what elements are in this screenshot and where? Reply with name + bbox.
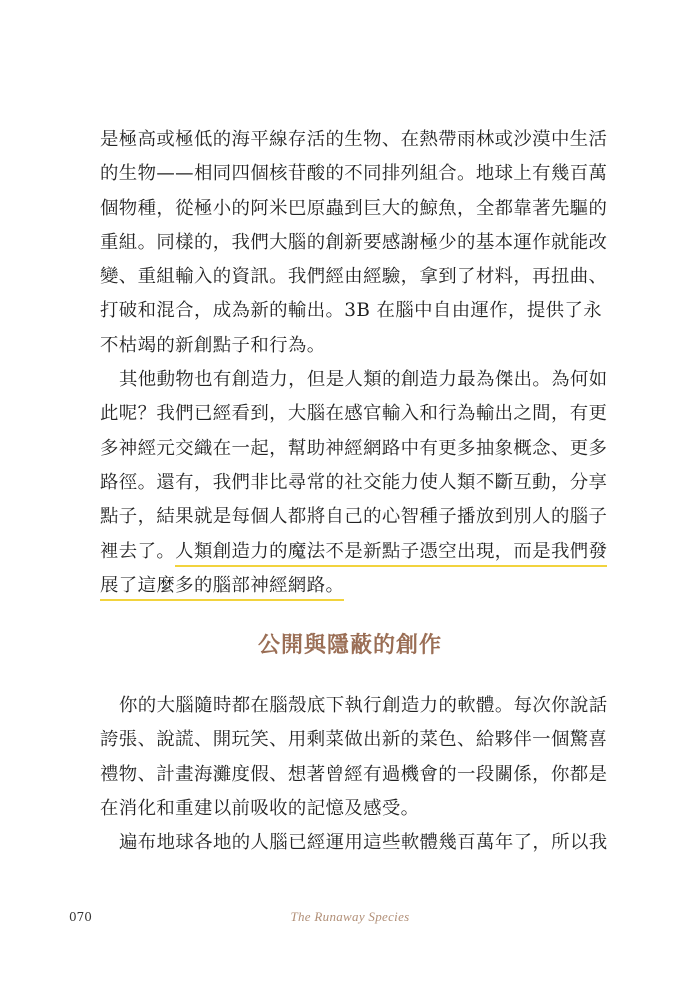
paragraph-line-mixed [100, 535, 608, 569]
running-footer-title: The Runaway Species [290, 909, 410, 924]
section-heading: 公開與隱蔽的創作 [257, 632, 442, 658]
paragraph-line: 此呢？我們已經看到，大腦在感官輸入和行為輸出之間，有更 [100, 403, 608, 425]
paragraph-line: 點子，結果就是每個人都將自己的心智種子播放到別人的腦子 [100, 506, 608, 528]
paragraph-line: 打破和混合，成為新的輸出。3B 在腦中自由運作，提供了永 [100, 300, 603, 322]
text-block-lower [100, 689, 608, 860]
paragraph-line: 你的大腦隨時都在腦殼底下執行創造力的軟體。每次你說話 [119, 695, 608, 716]
paragraph-line: 誇張、說謊、開玩笑、用剩菜做出新的菜色、給夥伴一個驚喜 [100, 729, 608, 751]
paragraph-line: 的生物——相同四個核苷酸的不同排列組合。地球上有幾百萬 [100, 163, 608, 185]
paragraph-line-mixed [100, 569, 600, 603]
paragraph-line: 是極高或極低的海平線存活的生物、在熱帶雨林或沙漠中生活 [100, 129, 608, 150]
paragraph-line: 多神經元交織在一起，幫助神經網路中有更多抽象概念、更多 [100, 437, 608, 459]
highlighted-sentence: 展了這麼多的腦部神經網路。 [100, 575, 344, 601]
paragraph-line: 個物種，從極小的阿米巴原蟲到巨大的鯨魚，全都靠著先驅的 [100, 197, 608, 219]
page-number: 070 [69, 910, 92, 924]
paragraph-line: 路徑。還有，我們非比尋常的社交能力使人類不斷互動，分享 [100, 471, 608, 493]
paragraph-line: 禮物、計畫海灘度假、想著曾經有過機會的一段關係，你都是 [100, 763, 608, 785]
paragraph-line: 重組。同樣的，我們大腦的創新要感謝極少的基本運作就能改 [100, 231, 608, 253]
paragraph-text: 裡去了。 [100, 540, 176, 562]
paragraph-line: 在消化和重建以前吸收的記憶及感受。 [100, 797, 420, 819]
paragraph-line: 變、重組輸入的資訊。我們經由經驗，拿到了材料，再扭曲、 [100, 266, 608, 288]
paragraph-line: 其他動物也有創造力，但是人類的創造力最為傑出。為何如 [119, 369, 608, 391]
text-block-upper [100, 123, 608, 603]
highlighted-sentence: 人類創造力的魔法不是新點子憑空出現，而是我們發 [175, 541, 607, 567]
paragraph-line: 遍布地球各地的人腦已經運用這些軟體幾百萬年了，所以我 [119, 832, 608, 854]
paragraph-line: 不枯竭的新創點子和行為。 [100, 334, 326, 356]
